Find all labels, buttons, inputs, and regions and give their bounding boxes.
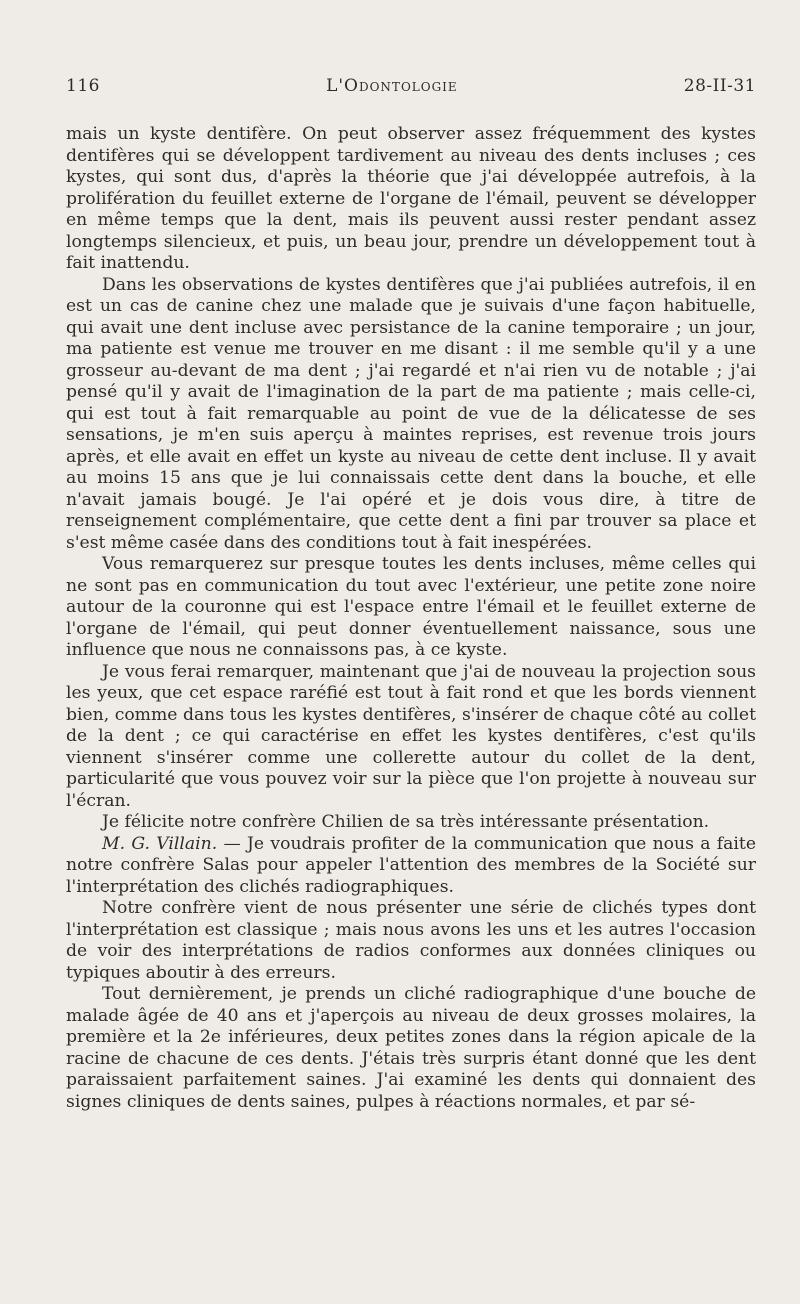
running-header: [66, 76, 756, 96]
paragraph: Je félicite notre confrère Chilien de sa très intéressante présentation.: [102, 812, 710, 832]
issue-date: 28-II-31: [683, 76, 756, 96]
paragraph: [66, 834, 756, 899]
page: [66, 76, 756, 1113]
article-body: [66, 124, 756, 1113]
paragraph: Dans les observations de kystes dentifères que j'ai publiées autrefois, il en est un cas de canine chez une malade que je suivais d'une façon habituelle, qui avait une dent incluse avec persistance de la canine temporaire ; un jour, ma patiente est venue me trouver en me disant : il me semble qu'il y a une grosseur au-devant de ma dent ; j'ai regardé et n'ai rien vu de notable ; j'ai pensé qu'il y avait de l'imagination de la part de ma patiente ; mais celle-ci, qui est tout à fait remarquable au point de vue de la délicatesse de ses sensations, je m'en suis aperçu à maintes reprises, est revenue trois jours après, et elle avait en effet un kyste au niveau de cette dent incluse. Il y avait au moins 15 ans que je lui connaissais cette dent dans la bouche, et elle n'avait jamais bougé. Je l'ai opéré et je dois vous dire, à titre de renseignement complémentaire, que cette dent a fini par trouver sa place et s'est même casée dans des conditions tout à fait inespérées.: [66, 274, 756, 553]
page-number: 116: [66, 76, 100, 96]
running-title: L'Odontologie: [326, 76, 458, 96]
paragraph: Tout dernièrement, je prends un cliché radiographique d'une bouche de malade âgée de 40 ans et j'aperçois au niveau de deux grosses molaires, la première et la 2e inférieures, deux petites zones dans la région apicale de la racine de chacune de ces dents. J'étais très surpris étant donné que les dent paraissaient parfaitement saines. J'ai examiné les dents qui donnaient des signes cliniques de dents saines, pulpes à réactions normales, et par sé-: [66, 984, 756, 1112]
paragraph: Vous remarquerez sur presque toutes les dents incluses, même celles qui ne sont pas en communication du tout avec l'extérieur, une petite zone noire autour de la couronne qui est l'espace entre l'émail et le feuillet externe de l'organe de l'émail, qui peut donner éventuellement naissance, sous une influence que nous ne connaissons pas, à ce kyste.: [66, 554, 756, 660]
paragraph: Je vous ferai remarquer, maintenant que j'ai de nouveau la projection sous les yeux, que cet espace raréfié est tout à fait rond et que les bords viennent bien, comme dans tous les kystes dentifères, s'insérer de chaque côté au collet de la dent ; ce qui caractérise en effet les kystes dentifères, c'est qu'ils viennent s'insérer comme une collerette autour du collet de la dent, particularité que vous pouvez voir sur la pièce que l'on projette à nouveau sur l'écran.: [66, 661, 756, 811]
paragraph: Notre confrère vient de nous présenter une série de clichés types dont l'interprétation est classique ; mais nous avons les uns et les autres l'occasion de voir des interprétations de radios conformes aux données cliniques ou typiques aboutir à des erreurs.: [66, 898, 756, 983]
speaker-name: M. G. Villain.: [102, 833, 218, 854]
paragraph: mais un kyste dentifère. On peut observer assez fréquemment des kystes dentifères qui se développent tardivement au niveau des dents incluses ; ces kystes, qui sont dus, d'après la théorie que j'ai développée autrefois, à la prolifération du feuillet externe de l'organe de l'émail, peuvent se développer en même temps que la dent, mais ils peuvent aussi rester pendant assez longtemps silencieux, et puis, un beau jour, prendre un développement tout à fait inattendu.: [66, 124, 756, 273]
speaker-statement: — Je voudrais profiter de la communication que nous a faite notre confrère Salas pour appeler l'attention des membres de la Société sur l'interprétation des clichés radiographiques.: [66, 833, 756, 897]
